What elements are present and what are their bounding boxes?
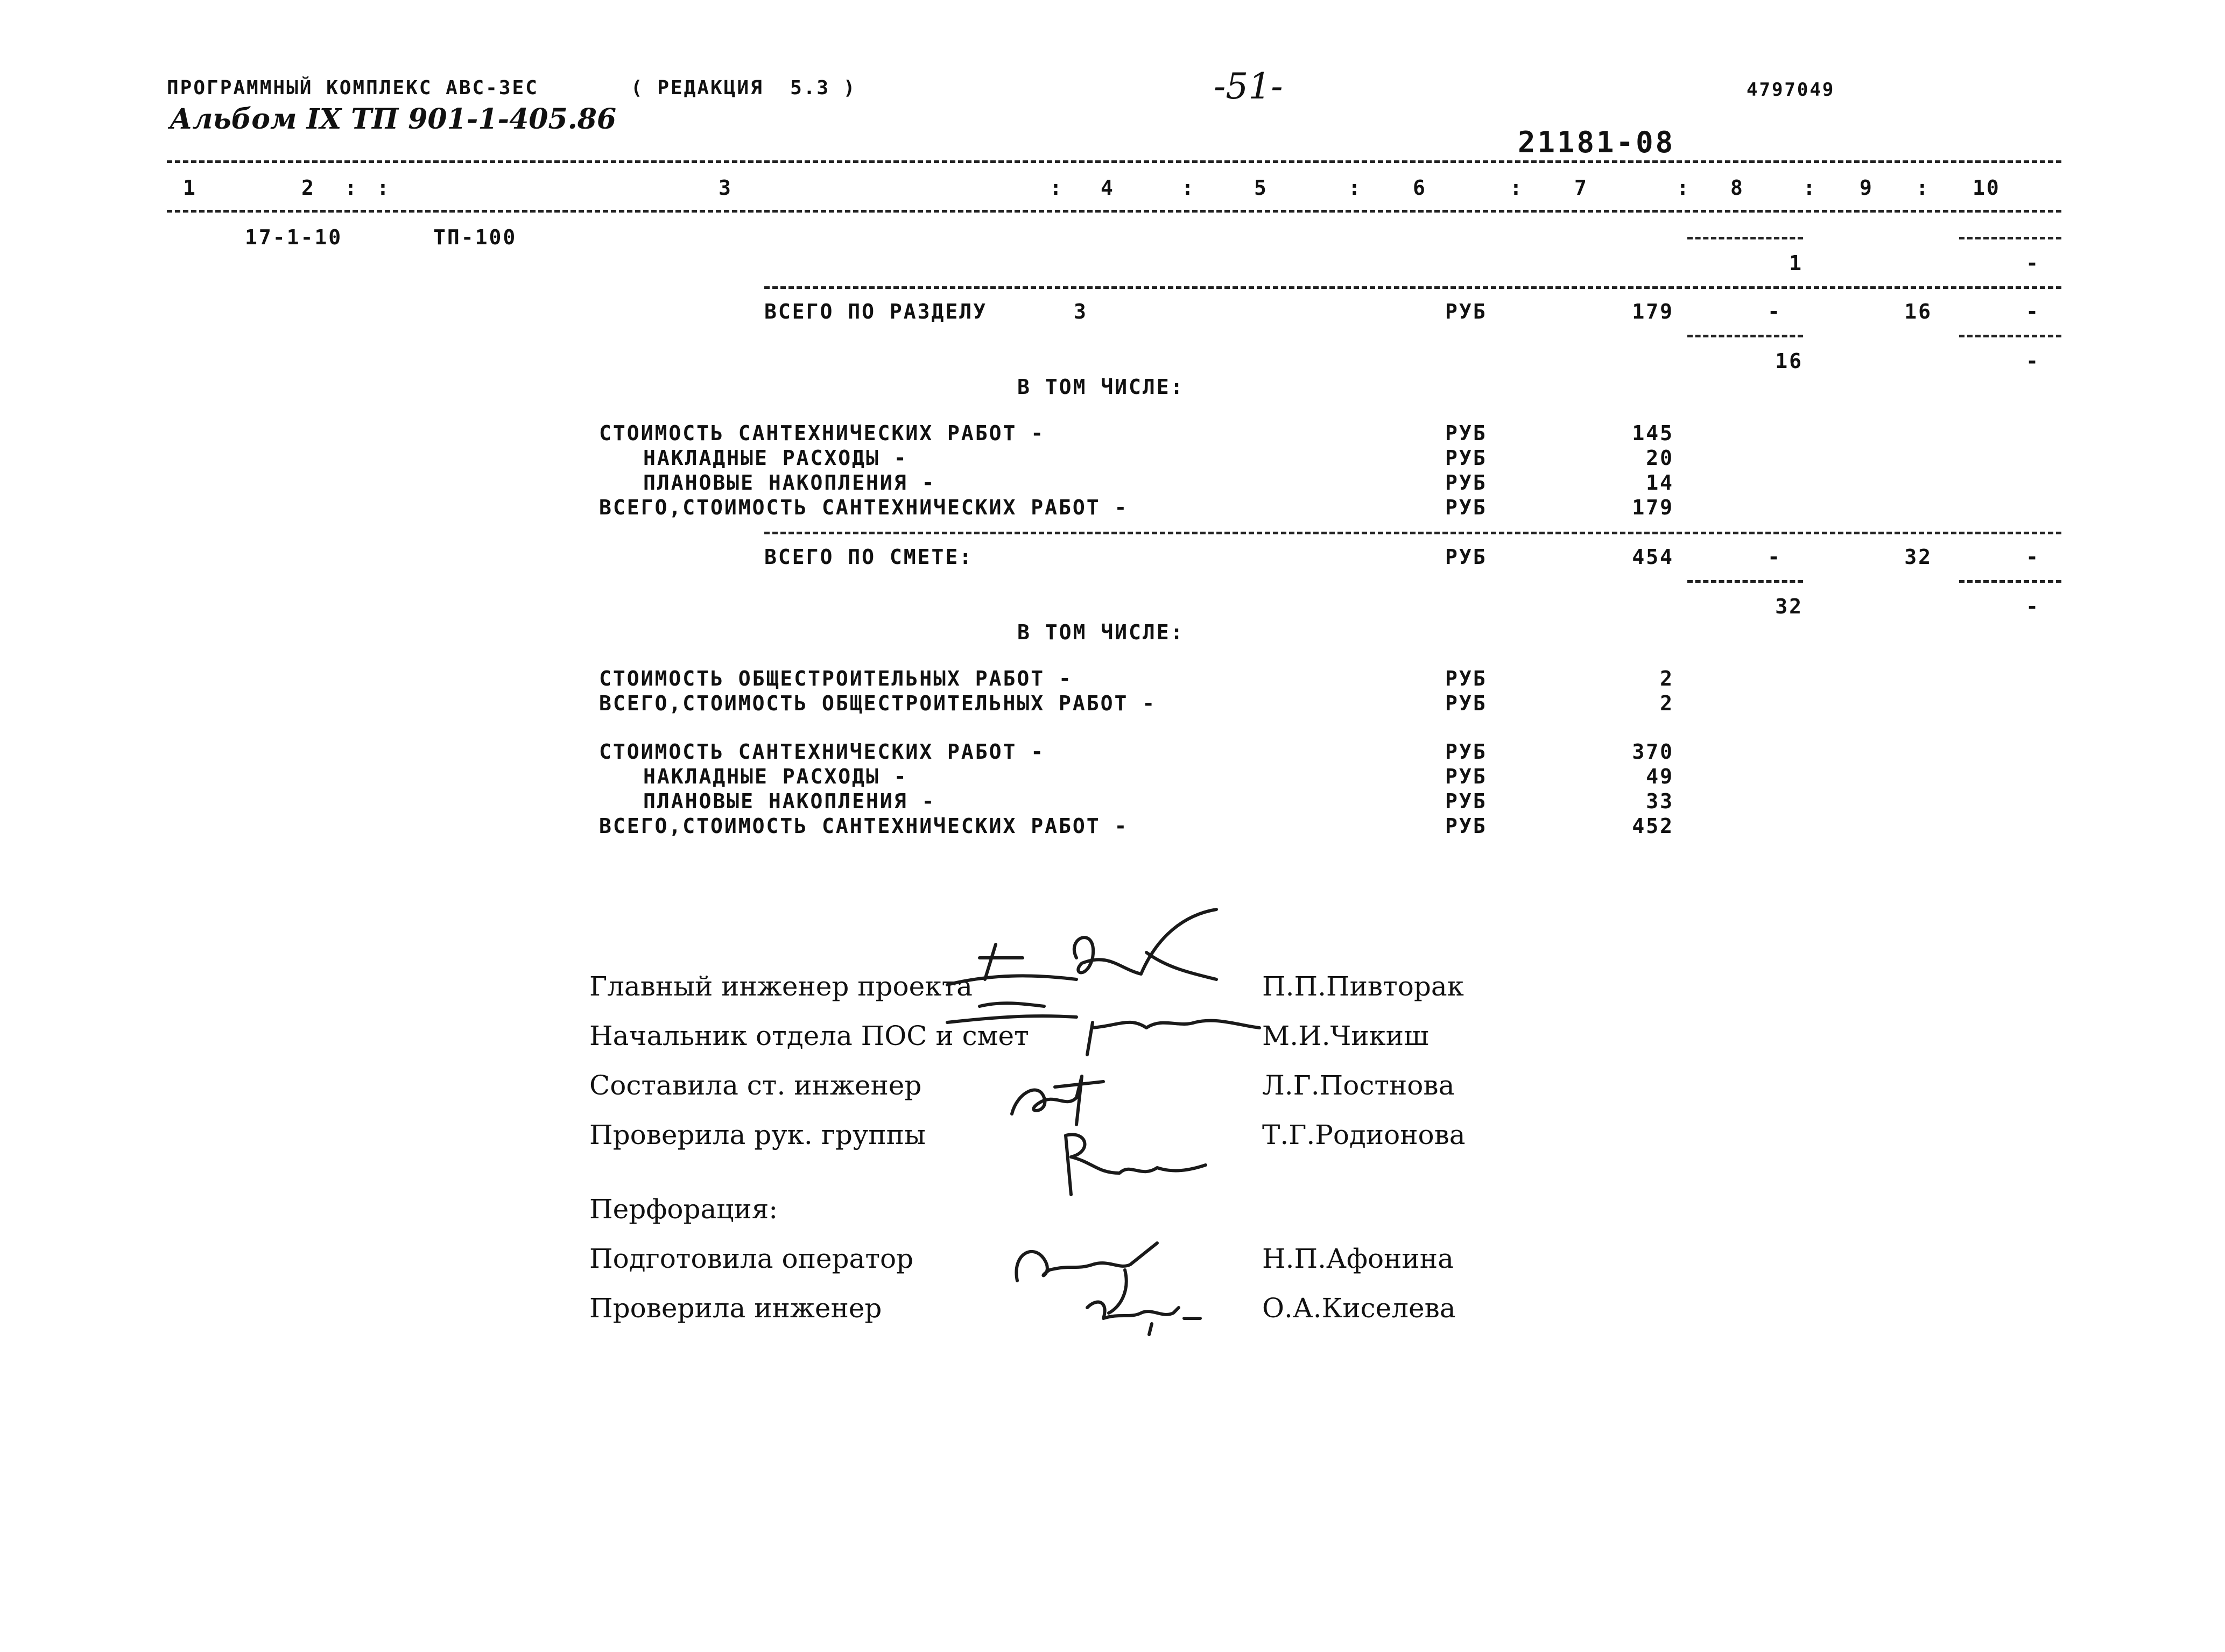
section-total-unit: РУБ	[1445, 300, 1487, 323]
estimate-total-rule	[764, 532, 2061, 534]
column-header: 10	[1973, 176, 2001, 200]
breakdown-label: ПЛАНОВЫЕ НАКОПЛЕНИЯ -	[643, 789, 936, 813]
estimate-total-col10-sub: -	[2026, 595, 2040, 618]
sheet-code: 21181-08	[1518, 125, 1675, 159]
section-total-col7: 179	[1632, 300, 1674, 323]
breakdown-value: 2	[1660, 691, 1674, 715]
breakdown-unit: РУБ	[1445, 496, 1487, 519]
breakdown-unit: РУБ	[1445, 789, 1487, 813]
breakdown-unit: РУБ	[1445, 740, 1487, 764]
breakdown-label: СТОИМОСТЬ САНТЕХНИЧЕСКИХ РАБОТ -	[599, 740, 1045, 764]
section-total-rule	[764, 286, 2061, 289]
breakdown-unit: РУБ	[1445, 765, 1487, 788]
signatory-name: Т.Г.Родионова	[1262, 1119, 1466, 1150]
column-separator: :	[1677, 176, 1691, 200]
section-total-col8: -	[1768, 300, 1782, 323]
item-code: 17-1-10	[245, 225, 343, 249]
column-separator: :	[1803, 176, 1817, 200]
breakdown-value: 2	[1660, 667, 1674, 690]
section-total-label: ВСЕГО ПО РАЗДЕЛУ	[764, 300, 988, 323]
signatory-role: Главный инженер проекта	[589, 971, 973, 1002]
column-separator: :	[344, 176, 358, 200]
header-bottom-rule	[167, 210, 2061, 213]
col10-rule	[1959, 237, 2061, 239]
breakdown-unit: РУБ	[1445, 471, 1487, 495]
column-separator: :	[377, 176, 391, 200]
signatory-name: О.А.Киселева	[1262, 1293, 1456, 1324]
column-separator: :	[1348, 176, 1362, 200]
section-total-col10-sub: -	[2026, 349, 2040, 373]
breakdown-label: ВСЕГО,СТОИМОСТЬ САНТЕХНИЧЕСКИХ РАБОТ -	[599, 496, 1129, 519]
col8-rule	[1687, 237, 1803, 239]
item-col10-value: -	[2026, 251, 2040, 275]
handwritten-signatures	[915, 893, 1292, 1324]
column-header: 7	[1574, 176, 1588, 200]
estimate-total-col8-sub: 32	[1775, 595, 1803, 618]
estimate-total-col8: -	[1768, 545, 1782, 569]
breakdown-label: ВСЕГО,СТОИМОСТЬ САНТЕХНИЧЕСКИХ РАБОТ -	[599, 814, 1129, 838]
col8-rule	[1687, 580, 1803, 583]
estimate-total-col9: 32	[1904, 545, 1932, 569]
signatory-role: Начальник отдела ПОС и смет	[589, 1020, 1029, 1051]
breakdown-unit: РУБ	[1445, 421, 1487, 445]
section-incl-heading: В ТОМ ЧИСЛЕ:	[1017, 375, 1185, 399]
signatory-name: П.П.Пивторак	[1262, 971, 1464, 1002]
column-header: 8	[1730, 176, 1744, 200]
column-separator: :	[1510, 176, 1524, 200]
breakdown-label: ПЛАНОВЫЕ НАКОПЛЕНИЯ -	[643, 471, 936, 495]
column-header: 1	[183, 176, 197, 200]
breakdown-unit: РУБ	[1445, 446, 1487, 470]
signatory-role: Проверила инженер	[589, 1293, 882, 1324]
breakdown-label: НАКЛАДНЫЕ РАСХОДЫ -	[643, 446, 908, 470]
column-header: 6	[1413, 176, 1427, 200]
column-header: 2	[301, 176, 315, 200]
column-separator: :	[1916, 176, 1930, 200]
item-name: ТП-100	[433, 225, 517, 249]
column-separator: :	[1050, 176, 1064, 200]
column-header: 4	[1101, 176, 1115, 200]
breakdown-value: 33	[1646, 789, 1674, 813]
breakdown-unit: РУБ	[1445, 667, 1487, 690]
section-total-col9: 16	[1904, 300, 1932, 323]
section-number: 3	[1074, 300, 1088, 323]
signatory-role: Составила ст. инженер	[589, 1070, 922, 1101]
estimate-total-col7: 454	[1632, 545, 1674, 569]
document-number: 4797049	[1747, 79, 1835, 101]
breakdown-label: НАКЛАДНЫЕ РАСХОДЫ -	[643, 765, 908, 788]
col8-rule	[1687, 335, 1803, 337]
signatory-name: Н.П.Афонина	[1262, 1243, 1454, 1274]
breakdown-value: 179	[1632, 496, 1674, 519]
breakdown-label: СТОИМОСТЬ ОБЩЕСТРОИТЕЛЬНЫХ РАБОТ -	[599, 667, 1073, 690]
breakdown-value: 370	[1632, 740, 1674, 764]
estimate-total-label: ВСЕГО ПО СМЕТЕ:	[764, 545, 974, 569]
breakdown-unit: РУБ	[1445, 691, 1487, 715]
perforation-heading: Перфорация:	[589, 1194, 778, 1225]
col10-rule	[1959, 335, 2061, 337]
signatory-role: Проверила рук. группы	[589, 1119, 926, 1150]
col10-rule	[1959, 580, 2061, 583]
page-number: -51-	[1214, 66, 1283, 107]
section-total-col8-sub: 16	[1775, 349, 1803, 373]
breakdown-value: 49	[1646, 765, 1674, 788]
item-col8-value: 1	[1789, 251, 1803, 275]
estimate-total-col10: -	[2026, 545, 2040, 569]
column-header: 9	[1860, 176, 1874, 200]
column-header: 5	[1254, 176, 1268, 200]
column-separator: :	[1181, 176, 1195, 200]
breakdown-label: ВСЕГО,СТОИМОСТЬ ОБЩЕСТРОИТЕЛЬНЫХ РАБОТ -	[599, 691, 1157, 715]
breakdown-value: 14	[1646, 471, 1674, 495]
breakdown-label: СТОИМОСТЬ САНТЕХНИЧЕСКИХ РАБОТ -	[599, 421, 1045, 445]
breakdown-value: 452	[1632, 814, 1674, 838]
signatory-name: М.И.Чикиш	[1262, 1020, 1429, 1051]
program-name: ПРОГРАММНЫЙ КОМПЛЕКС АВС-ЗЕС	[167, 77, 539, 99]
breakdown-value: 145	[1632, 421, 1674, 445]
section-total-col10: -	[2026, 300, 2040, 323]
breakdown-value: 20	[1646, 446, 1674, 470]
estimate-incl-heading: В ТОМ ЧИСЛЕ:	[1017, 620, 1185, 644]
table-top-rule	[167, 160, 2061, 163]
estimate-total-unit: РУБ	[1445, 545, 1487, 569]
album-note: Альбом IX ТП 901-1-405.86	[170, 103, 617, 136]
column-header: 3	[719, 176, 733, 200]
breakdown-unit: РУБ	[1445, 814, 1487, 838]
signatory-role: Подготовила оператор	[589, 1243, 914, 1274]
edition-label: ( РЕДАКЦИЯ 5.3 )	[631, 77, 857, 99]
signatory-name: Л.Г.Постнова	[1262, 1070, 1455, 1101]
